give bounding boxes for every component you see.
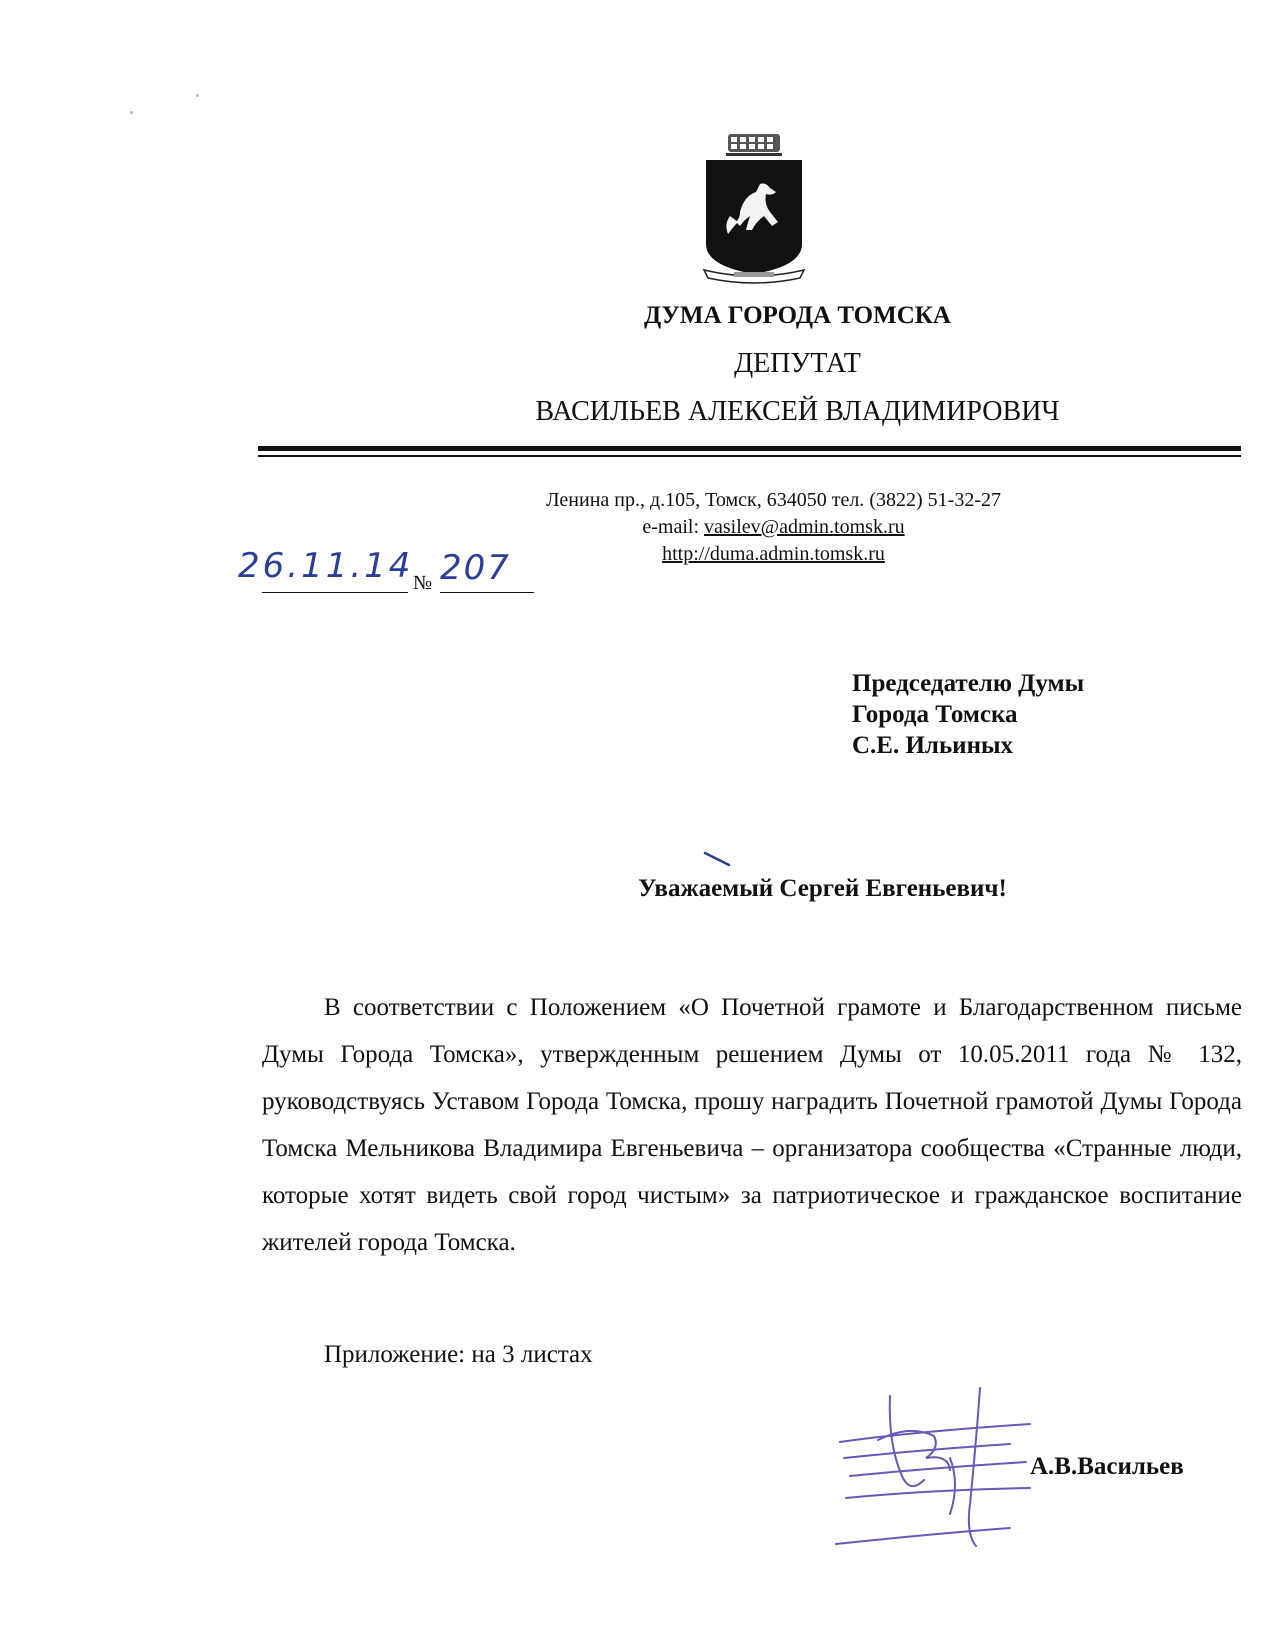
address-line: Ленина пр., д.105, Томск, 634050 тел. (3822) 51-32-27 [546, 489, 1001, 511]
signer-name: А.В.Васильев [1030, 1453, 1184, 1480]
scan-speck [130, 111, 133, 114]
scan-speck [196, 94, 199, 97]
number-label: № [413, 572, 433, 594]
check-tick-icon [703, 850, 733, 870]
email-link[interactable]: vasilev@admin.tomsk.ru [704, 516, 905, 538]
letter-body: В соответствии с Положением «О Почетной грамоте и Благодарственном письме Думы Города Томска», утвержденным решением Думы от 10.05.2011 года № 132, руководствуясь Уставом Города Томска, прошу наградить Почетной грамотой Думы Города Томска Мельникова Владимира Евгеньевича – организатора сообщества «Странные люди, которые хотят видеть свой город чистым» за патриотическое и гражданское воспитание жителей города Томска. [262, 994, 1242, 1256]
email-label: e-mail: [642, 516, 704, 538]
number-underline [440, 592, 534, 593]
attachment-note: Приложение: на 3 листах [324, 1341, 593, 1368]
website-link[interactable]: http://duma.admin.tomsk.ru [662, 543, 885, 565]
addressee-line: С.Е. Ильиных [852, 732, 1013, 759]
addressee-line: Города Томска [852, 701, 1018, 728]
organization-name: ДУМА ГОРОДА ТОМСКА [644, 302, 951, 329]
date-underline [262, 592, 408, 593]
deputy-name: ВАСИЛЬЕВ АЛЕКСЕЙ ВЛАДИМИРОВИЧ [535, 396, 1060, 427]
registration-date: 26.11.14 [238, 546, 414, 586]
deputy-title: ДЕПУТАТ [734, 348, 861, 379]
registration-number: 207 [440, 548, 511, 588]
header-rule-thick [258, 446, 1241, 451]
addressee-line: Председателю Думы [852, 670, 1085, 697]
email-line [420, 514, 1127, 541]
addressee-block [852, 668, 1084, 761]
header-rule-thin [258, 455, 1241, 457]
contact-block [420, 487, 1127, 568]
coat-of-arms-icon [700, 126, 808, 288]
handwritten-signature [830, 1384, 1050, 1554]
salutation: Уважаемый Сергей Евгеньевич! [638, 875, 1007, 902]
